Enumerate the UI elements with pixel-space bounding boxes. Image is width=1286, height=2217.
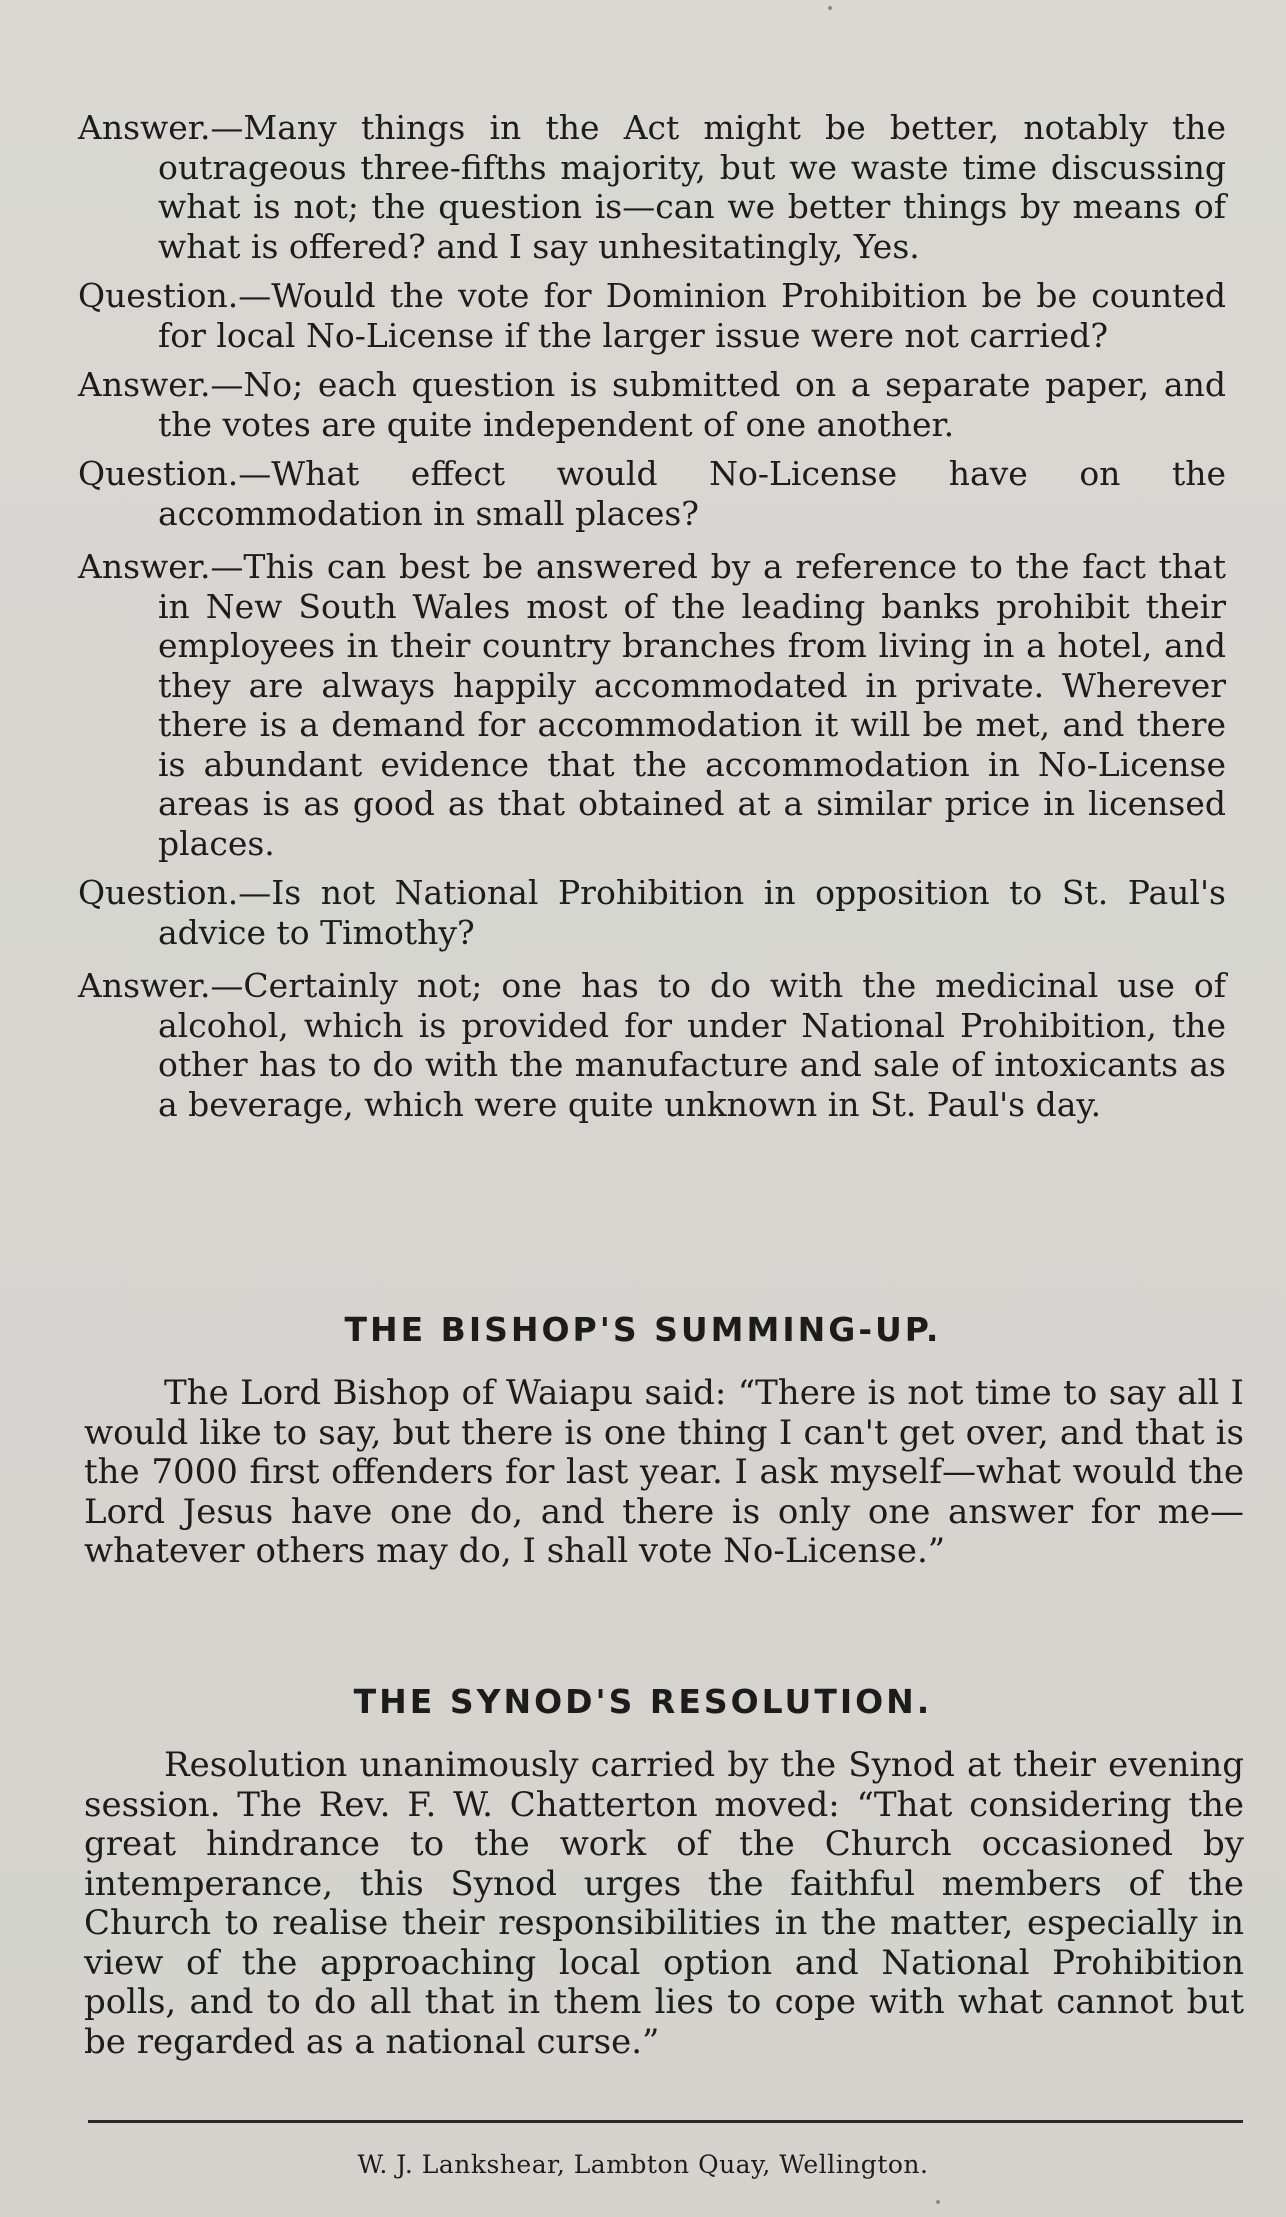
qa-answer-2: Answer.—No; each question is submitted on a separate paper, and the votes are quite independent of one another. xyxy=(78,365,1226,444)
qa-question-4: Question.—Is not National Prohibition in opposition to St. Paul's advice to Timothy? xyxy=(78,873,1226,952)
qa-answer-1: Answer.—Many things in the Act might be better, notably the outrageous three-fifths majority, but we waste time discussing what is not; the question is—can we better things by means of what is offered? and I say unhesitatingly, Yes. xyxy=(78,108,1226,266)
printer-credit: W. J. Lankshear, Lambton Quay, Wellington. xyxy=(357,2150,929,2179)
qa-answer-4: Answer.—Certainly not; one has to do with the medicinal use of alcohol, which is provided for under National Prohibition, the other has to do with the manufacture and sale of intoxicants as a beverage, which were quite unknown in St. Paul's day. xyxy=(78,966,1226,1124)
qa-answer-3: Answer.—This can best be answered by a reference to the fact that in New South Wales most of the leading banks prohibit their employees in their country branches from living in a hotel, and they are always happily accommodated in private. Wherever there is a demand for accommodation it will be met, and there is abundant evidence that the accommodation in No-License areas is as good as that obtained at a similar price in licensed places. xyxy=(78,547,1226,863)
resolution-body: Resolution unanimously carried by the Synod at their evening session. The Rev. F. W. Chatterton moved: “That considering the great hindrance to the work of the Church occasioned by intemperance, this Synod urges the faithful members of the Church to realise their responsibilities in the matter, especially in view of the approaching local option and National Prohibition polls, and to do all that in them lies to cope with what cannot but be regarded as a national curse.” xyxy=(84,1745,1244,2062)
qa-question-3: Question.—What effect would No-License have on the accommodation in small places? xyxy=(78,454,1226,533)
paper-speck xyxy=(828,6,832,10)
resolution-heading: THE SYNOD'S RESOLUTION. xyxy=(353,1682,933,1721)
summing-up-body: The Lord Bishop of Waiapu said: “There is not time to say all I would like to say, but there is one thing I can't get over, and that is the 7000 first offenders for last year. I ask myself—what would the Lord Jesus have one do, and there is only one answer for me—whatever others may do, I shall vote No-License.” xyxy=(84,1373,1244,1571)
summing-up-heading: THE BISHOP'S SUMMING-UP. xyxy=(344,1310,942,1349)
qa-question-2: Question.—Would the vote for Dominion Prohibition be be counted for local No-License if the larger issue were not carried? xyxy=(78,276,1226,355)
qa-section xyxy=(78,108,1226,1124)
footer-rule xyxy=(88,2120,1243,2123)
paper-speck xyxy=(936,2200,940,2204)
